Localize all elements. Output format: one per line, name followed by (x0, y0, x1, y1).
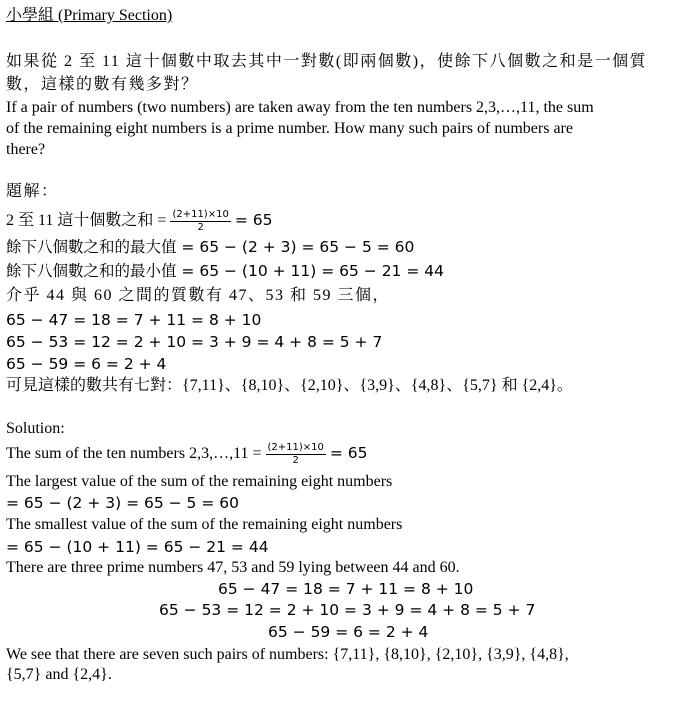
en-sum-prefix: The sum of the ten numbers 2,3,…,11 = (6, 445, 262, 462)
fraction-denominator: 2 (292, 454, 299, 466)
zh-solution-heading: 題解： (6, 183, 59, 200)
en-largest-label: The largest value of the sum of the remaining eight numbers (6, 473, 393, 490)
en-sum-line (6, 438, 368, 469)
en-primes-line: There are three prime numbers 47, 53 and 59 lying between 44 and 60. (6, 559, 460, 576)
question-en-line-2: of the remaining eight numbers is a prime number. How many such pairs of numbers are (6, 120, 573, 137)
en-smallest-label: The smallest value of the sum of the remaining eight numbers (6, 516, 403, 533)
zh-sum-suffix: = 65 (234, 211, 273, 229)
fraction-denominator: 2 (197, 221, 204, 233)
zh-equation-2: 65 − 53 = 12 = 2 + 10 = 3 + 9 = 4 + 8 = 5 + 7 (6, 333, 383, 351)
zh-min-line: 餘下八個數之和的最小值 = 65 − (10 + 11) = 65 − 21 = 44 (6, 262, 444, 280)
fraction-numerator: (2+11)×10 (267, 441, 324, 453)
fraction-numerator: (2+11)×10 (172, 208, 229, 220)
question-zh-line-1: 如果從 2 至 11 這十個數中取去其中一對數(即兩個數)，使餘下八個數之和是一個質 (6, 53, 648, 70)
zh-conclusion: 可見這樣的數共有七對：{7,11}、{8,10}、{2,10}、{3,9}、{4,8}、{5,7} 和 {2,4}。 (6, 377, 573, 394)
en-smallest-equation: = 65 − (10 + 11) = 65 − 21 = 44 (6, 538, 269, 556)
en-sum-fraction (266, 442, 326, 467)
en-equation-2: 65 − 53 = 12 = 2 + 10 = 3 + 9 = 4 + 8 = 5 + 7 (159, 601, 536, 619)
zh-equation-3: 65 − 59 = 6 = 2 + 4 (6, 355, 167, 373)
en-conclusion-line-2: {5,7} and {2,4}. (6, 666, 112, 683)
zh-equation-1: 65 − 47 = 18 = 7 + 11 = 8 + 10 (6, 311, 262, 329)
en-solution-heading: Solution: (6, 420, 65, 437)
en-conclusion-line-1: We see that there are seven such pairs of numbers: {7,11}, {8,10}, {2,10}, {3,9}, {4,8}, (6, 646, 569, 663)
en-equation-1: 65 − 47 = 18 = 7 + 11 = 8 + 10 (218, 580, 474, 598)
zh-sum-line (6, 205, 272, 236)
question-zh-line-2: 數，這樣的數有幾多對？ (6, 76, 199, 93)
zh-primes-line: 介乎 44 與 60 之間的質數有 47、53 和 59 三個， (6, 287, 391, 304)
en-sum-suffix: = 65 (329, 444, 368, 462)
section-title: 小學組 (Primary Section) (6, 7, 173, 24)
zh-sum-fraction (170, 209, 230, 234)
zh-max-line: 餘下八個數之和的最大值 = 65 − (2 + 3) = 65 − 5 = 60 (6, 238, 415, 256)
zh-sum-prefix: 2 至 11 這十個數之和 = (6, 212, 167, 229)
question-en-line-3: there? (6, 141, 46, 158)
en-equation-3: 65 − 59 = 6 = 2 + 4 (268, 623, 429, 641)
question-en-line-1: If a pair of numbers (two numbers) are taken away from the ten numbers 2,3,…,11, the sum (6, 99, 594, 116)
en-largest-equation: = 65 − (2 + 3) = 65 − 5 = 60 (6, 494, 239, 512)
